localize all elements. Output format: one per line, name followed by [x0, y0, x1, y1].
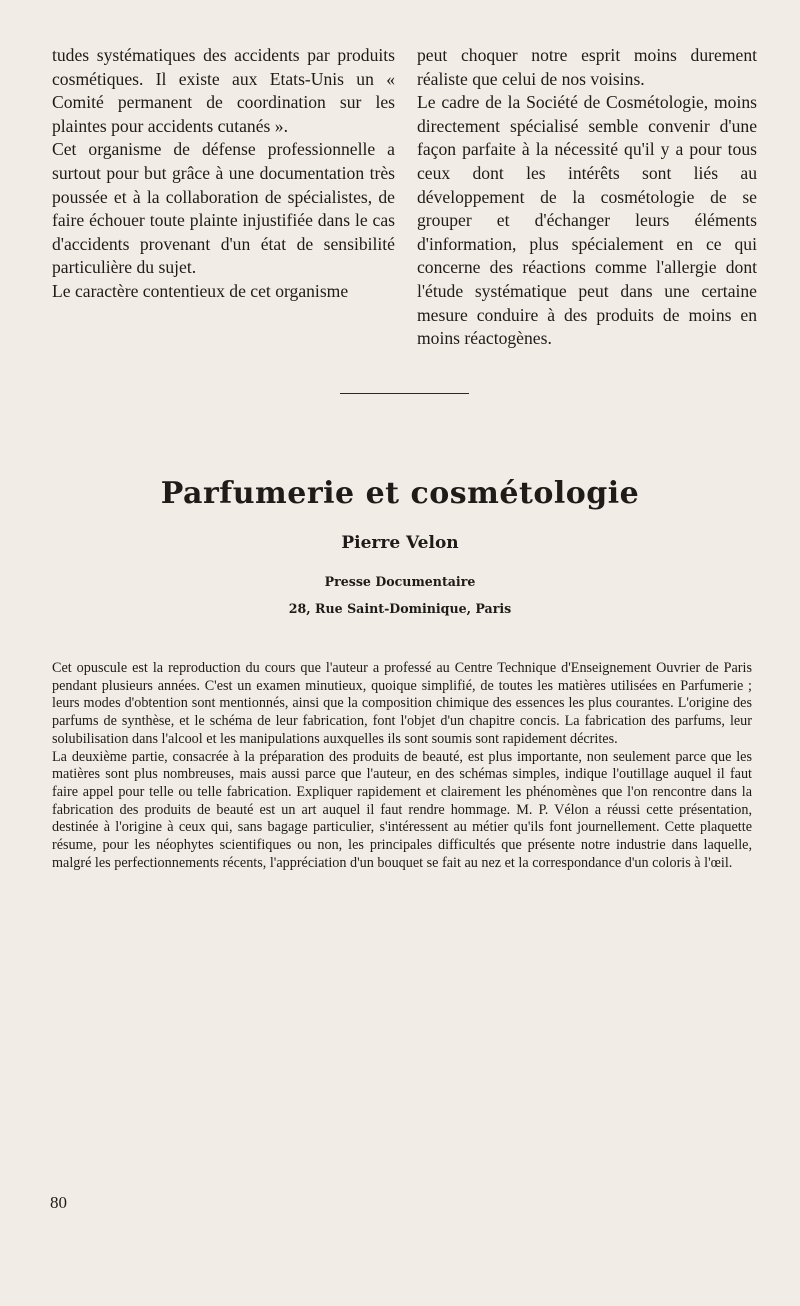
right-paragraph-2: Le cadre de la Société de Cosmétologie, moins directement spécialisé semble convenir d'une façon parfaite à la nécessité qu'il y a pour tous ceux dont les intérêts sont liés au développement de la cosmétologie de se grouper et d'échanger leurs éléments d'information, plus spécialement en ce qui concerne des réactions comme l'allergie dont l'étude systématique peut dans une certaine mesure conduire à des produits de moins en moins réactogènes.: [417, 92, 757, 349]
book-author: Pierre Velon: [341, 533, 459, 553]
review-paragraph-2: La deuxième partie, consacrée à la préparation des produits de beauté, est plus importante, non seulement parce que les matières sont plus nombreuses, mais aussi parce que l'auteur, en des schémas simples, indique l'outillage auquel il faut faire appel pour telle ou telle fabrication. Expliquer rapidement et clairement les phénomènes que l'on rencontre dans la fabrication des produits de beauté est un art auquel il faut rendre hommage. M. P. Vélon a réussi cette présentation, destinée à l'origine à ceux qui, sans bagage particulier, s'intéressent au métier qu'ils font journellement. Cette plaquette résume, pour les néophytes scientifiques ou non, les principales difficultés que présente notre industrie dans laquelle, malgré les perfectionnements récents, l'appréciation d'un bouquet se fait au nez et la correspondance d'un coloris à l'œil.: [52, 748, 752, 871]
right-column: [417, 44, 757, 351]
publisher-address: 28, Rue Saint-Dominique, Paris: [288, 601, 512, 616]
right-paragraph-1: peut choquer notre esprit moins durement réaliste que celui de nos voisins.: [417, 45, 757, 89]
section-divider: [340, 393, 469, 394]
book-publisher: Presse Documentaire: [324, 574, 476, 589]
left-paragraph-1: tudes systématiques des accidents par produits cosmétiques. Il existe aux Etats-Unis un « Comité permanent de coordination sur les plaintes pour accidents cutanés ».: [52, 45, 395, 136]
book-review: [52, 660, 752, 872]
left-column: [52, 44, 395, 304]
review-paragraph-1: Cet opuscule est la reproduction du cours que l'auteur a professé au Centre Technique d'Enseignement Ouvrier de Paris pendant plusieurs années. C'est un examen minutieux, quoique simplifié, de toutes les matières utilisées en Parfumerie ; leurs modes d'obtention sont mentionnés, ainsi que la composition chimique des essences les plus courantes. L'origine des parfums de synthèse, et le schéma de leur fabrication, font l'objet d'un chapitre concis. La fabrication des parfums, leur solubilisation dans l'alcool et les manipulations auxquelles ils sont soumis sont rapidement décrites.: [52, 660, 752, 747]
page-number: 80: [50, 1193, 67, 1212]
left-paragraph-2: Cet organisme de défense professionnelle a surtout pour but grâce à une documentation très poussée et à la collaboration de spécialistes, de faire échouer toute plainte injustifiée dans le cas d'accidents provenant d'un état de sensibilité particulière du sujet.: [52, 139, 395, 278]
book-title: Parfumerie et cosmétologie: [160, 476, 640, 511]
left-paragraph-3: Le caractère contentieux de cet organisme: [52, 280, 349, 301]
